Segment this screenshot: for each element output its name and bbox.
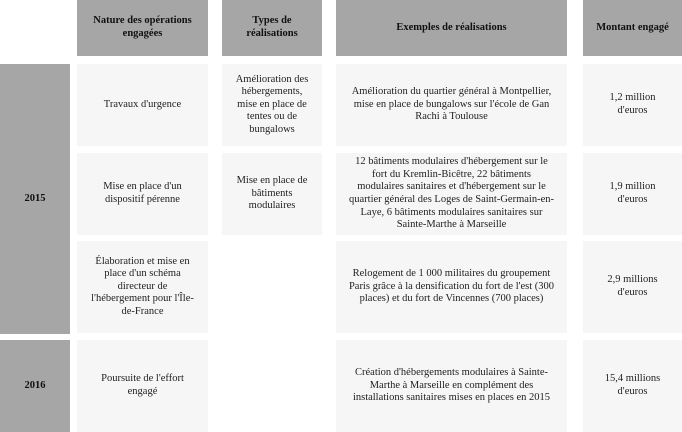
header-exemples: Exemples de réalisations [336,0,567,56]
year-2015: 2015 [0,64,70,334]
row4-nature: Poursuite de l'effort engagé [77,340,208,432]
row1-nature: Travaux d'urgence [77,64,208,146]
row3-exemple: Relogement de 1 000 militaires du groupement Paris grâce à la densification du fort de l'est (300 places) et du fort de Vincennes (700 places) [336,241,567,333]
row3-nature: Élaboration et mise en place d'un schéma directeur de l'hébergement pour l'Île-de-France [77,241,208,333]
row1-exemple: Amélioration du quartier général à Montpellier, mise en place de bungalows sur l'école de Gan Rachi à Toulouse [336,64,567,146]
row2-montant: 1,9 million d'euros [583,153,682,235]
row4-exemple: Création d'hébergements modulaires à Sainte-Marthe à Marseille en complément des installations sanitaires mises en places en 2015 [336,340,567,432]
year-2016: 2016 [0,340,70,432]
header-types: Types de réalisations [222,0,322,56]
row4-montant: 15,4 millions d'euros [583,340,682,432]
row3-montant: 2,9 millions d'euros [583,241,682,333]
row1-type: Amélioration des hébergements, mise en place de tentes ou de bungalows [222,64,322,146]
row2-exemple: 12 bâtiments modulaires d'hébergement sur le fort du Kremlin-Bicêtre, 22 bâtiments modulaires sanitaires et d'hébergement sur le quartier général des Loges de Saint-Germain-en-Laye, 6 bâtiments modulaires sanitaires sur Sainte-Marthe à Marseille [336,153,567,235]
row2-type: Mise en place de bâtiments modulaires [222,153,322,235]
row2-nature: Mise en place d'un dispositif pérenne [77,153,208,235]
header-nature: Nature des opérations engagées [77,0,208,56]
row1-montant: 1,2 million d'euros [583,64,682,146]
header-montant: Montant engagé [583,0,682,56]
